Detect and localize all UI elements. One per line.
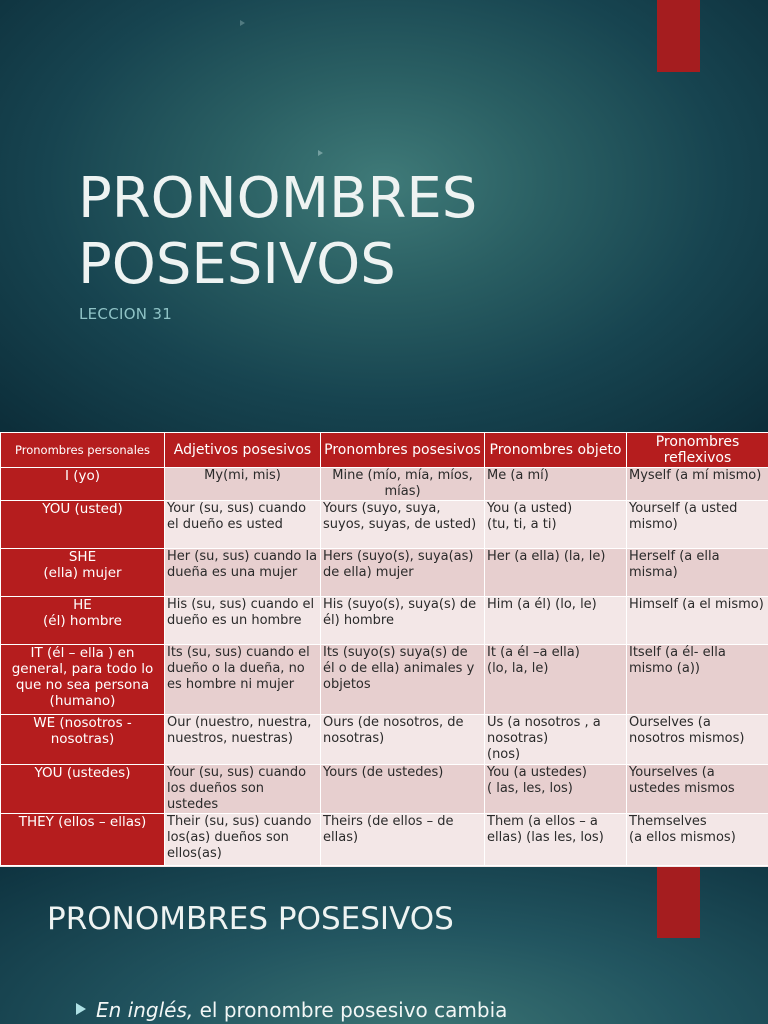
red-accent-tab xyxy=(657,0,700,72)
table-row xyxy=(1,549,768,597)
red-accent-tab xyxy=(657,867,700,938)
bullet-item xyxy=(76,997,507,1023)
table-cell: Yourselves (a ustedes mismos xyxy=(627,765,768,814)
table-row xyxy=(1,814,768,866)
table-cell: Your (su, sus) cuando el dueño es usted xyxy=(165,501,321,549)
table-row xyxy=(1,715,768,765)
table-cell: It (a él –a ella) (lo, la, le) xyxy=(485,645,627,715)
table-row xyxy=(1,597,768,645)
table-cell: Theirs (de ellos – de ellas) xyxy=(321,814,485,866)
table-cell: IT (él – ella ) en general, para todo lo que no sea persona (humano) xyxy=(1,645,165,715)
table-cell: His (su, sus) cuando el dueño es un hombre xyxy=(165,597,321,645)
table-cell: His (suyo(s), suya(s) de él) hombre xyxy=(321,597,485,645)
bullet-arrow-icon xyxy=(76,1003,86,1015)
header-adjetivos: Adjetivos posesivos xyxy=(165,433,321,468)
table-cell: Her (a ella) (la, le) xyxy=(485,549,627,597)
bullet-text: el pronombre posesivo cambia xyxy=(193,998,508,1022)
table-cell: Him (a él) (lo, le) xyxy=(485,597,627,645)
table-cell: Mine (mío, mía, míos, mías) xyxy=(321,468,485,501)
slide3-title: PRONOMBRES POSESIVOS xyxy=(47,901,454,937)
pronoun-table xyxy=(0,432,768,866)
table-cell: Yourself (a usted mismo) xyxy=(627,501,768,549)
table-cell: Us (a nosotros , a nosotras) (nos) xyxy=(485,715,627,765)
table-cell: HE (él) hombre xyxy=(1,597,165,645)
title-line-2: POSESIVOS xyxy=(78,232,396,297)
table-cell: Myself (a mí mismo) xyxy=(627,468,768,501)
table-cell: My(mi, mis) xyxy=(165,468,321,501)
table-row xyxy=(1,765,768,814)
table-cell: Ourselves (a nosotros mismos) xyxy=(627,715,768,765)
decorative-triangle-icon xyxy=(318,150,323,156)
table-cell: Itself (a él- ella mismo (a)) xyxy=(627,645,768,715)
table-cell: I (yo) xyxy=(1,468,165,501)
table-cell: Its (suyo(s) suya(s) de él o de ella) animales y objetos xyxy=(321,645,485,715)
table-cell: THEY (ellos – ellas) xyxy=(1,814,165,866)
slide-posesivos-intro xyxy=(0,867,768,1024)
slide-title-heading xyxy=(78,166,477,298)
table-cell: Their (su, sus) cuando los(as) dueños son ellos(as) xyxy=(165,814,321,866)
table-header-row xyxy=(1,433,768,468)
header-reflexivos: Pronombres reflexivos xyxy=(627,433,768,468)
table-cell: Himself (a el mismo) xyxy=(627,597,768,645)
table-cell: You (a usted) (tu, ti, a ti) xyxy=(485,501,627,549)
table-cell: Its (su, sus) cuando el dueño o la dueña, no es hombre ni mujer xyxy=(165,645,321,715)
slide-subtitle: LECCION 31 xyxy=(79,305,173,323)
bullet-italic-text: En inglés, xyxy=(96,998,194,1022)
table-cell: Themselves (a ellos mismos) xyxy=(627,814,768,866)
table-cell: WE (nosotros - nosotras) xyxy=(1,715,165,765)
table-cell: Me (a mí) xyxy=(485,468,627,501)
table-row xyxy=(1,468,768,501)
slide-title xyxy=(0,0,768,432)
decorative-triangle-icon xyxy=(240,20,245,26)
header-posesivos: Pronombres posesivos xyxy=(321,433,485,468)
table-row xyxy=(1,645,768,715)
table-cell: Herself (a ella misma) xyxy=(627,549,768,597)
slide-table xyxy=(0,432,768,867)
table-cell: YOU (usted) xyxy=(1,501,165,549)
header-personales: Pronombres personales xyxy=(1,433,165,468)
table-cell: Hers (suyo(s), suya(as) de ella) mujer xyxy=(321,549,485,597)
title-line-1: PRONOMBRES xyxy=(78,166,478,231)
table-cell: Yours (de ustedes) xyxy=(321,765,485,814)
table-cell: Your (su, sus) cuando los dueños son ustedes xyxy=(165,765,321,814)
table-row xyxy=(1,501,768,549)
header-objeto: Pronombres objeto xyxy=(485,433,627,468)
table-cell: You (a ustedes) ( las, les, los) xyxy=(485,765,627,814)
table-cell: SHE (ella) mujer xyxy=(1,549,165,597)
table-cell: YOU (ustedes) xyxy=(1,765,165,814)
table-cell: Them (a ellos – a ellas) (las les, los) xyxy=(485,814,627,866)
table-cell: Our (nuestro, nuestra, nuestros, nuestras) xyxy=(165,715,321,765)
table-cell: Ours (de nosotros, de nosotras) xyxy=(321,715,485,765)
table-cell: Her (su, sus) cuando la dueña es una mujer xyxy=(165,549,321,597)
table-cell: Yours (suyo, suya, suyos, suyas, de usted) xyxy=(321,501,485,549)
